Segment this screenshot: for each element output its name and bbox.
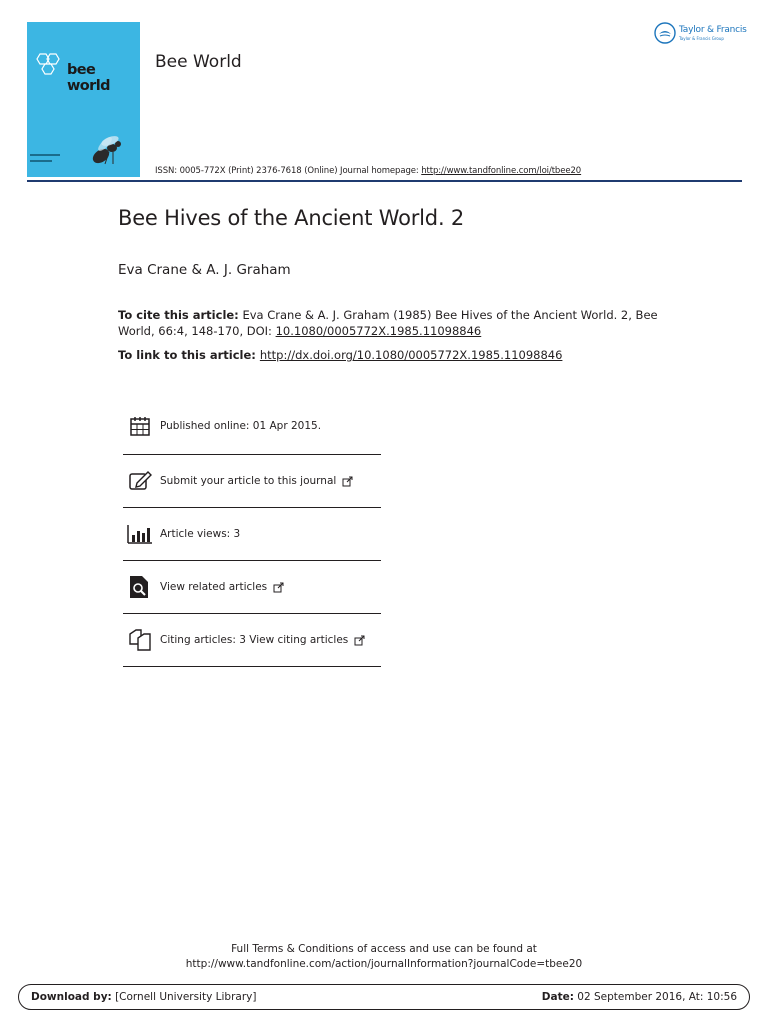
published-online-row <box>123 398 381 455</box>
journal-homepage-link[interactable]: http://www.tandfonline.com/loi/tbee20 <box>421 166 582 176</box>
download-date <box>542 991 737 1003</box>
submit-article-link[interactable] <box>160 475 353 487</box>
submit-article-row[interactable] <box>123 455 381 508</box>
bar-chart-icon <box>127 521 153 547</box>
edit-icon <box>127 468 153 494</box>
related-articles-row[interactable] <box>123 561 381 614</box>
publisher-logo[interactable] <box>654 22 747 44</box>
honeycomb-logo-icon <box>31 52 65 78</box>
citation-block <box>118 307 658 339</box>
cover-title: bee world <box>67 62 110 94</box>
submit-article-label: Submit your article to this journal <box>160 475 337 487</box>
date-value: 02 September 2016, At: 10:56 <box>573 991 737 1003</box>
article-info-list <box>123 398 381 667</box>
article-link-line <box>118 348 562 362</box>
citing-articles-link[interactable] <box>160 634 365 646</box>
terms-line: Full Terms & Conditions of access and use can be found at <box>231 943 537 955</box>
cite-label: To cite this article: <box>118 308 239 322</box>
issn-text: ISSN: 0005-772X (Print) 2376-7618 (Online) Journal homepage: <box>155 166 422 176</box>
journal-name: Bee World <box>155 52 242 72</box>
link-label: To link to this article: <box>118 348 260 362</box>
external-link-icon <box>354 635 365 646</box>
download-label: Download by: <box>31 991 112 1003</box>
cover-strip <box>30 160 52 162</box>
published-online-text: Published online: 01 Apr 2015. <box>160 420 322 432</box>
header-divider <box>27 180 742 182</box>
citing-articles-icon <box>127 627 153 653</box>
search-document-icon <box>127 574 153 600</box>
download-info-bar <box>18 984 750 1010</box>
terms-notice <box>0 942 768 972</box>
article-views-row <box>123 508 381 561</box>
citing-articles-label: Citing articles: 3 View citing articles <box>160 634 349 646</box>
related-articles-label: View related articles <box>160 581 268 593</box>
date-label: Date: <box>541 991 574 1003</box>
cite-text: Eva Crane & A. J. Graham (1985) Bee Hives of the Ancient World. 2, Bee World, 66:4, 148-170, DOI: <box>118 308 658 338</box>
article-views-text: Article views: 3 <box>160 528 241 540</box>
article-authors: Eva Crane & A. J. Graham <box>118 262 291 278</box>
publisher-name: Taylor & Francis <box>679 24 747 35</box>
article-url-link[interactable]: http://dx.doi.org/10.1080/0005772X.1985.11098846 <box>259 348 563 362</box>
external-link-icon <box>342 476 353 487</box>
article-title: Bee Hives of the Ancient World. 2 <box>118 206 465 230</box>
related-articles-link[interactable] <box>160 581 284 593</box>
issn-line <box>155 166 581 176</box>
cover-strip <box>30 154 60 156</box>
download-value: [Cornell University Library] <box>111 991 257 1003</box>
taylor-francis-icon <box>654 22 676 44</box>
bee-icon <box>87 134 127 170</box>
doi-link[interactable]: 10.1080/0005772X.1985.11098846 <box>275 324 482 338</box>
publisher-group: Taylor & Francis Group <box>679 35 724 41</box>
citing-articles-row[interactable] <box>123 614 381 667</box>
calendar-icon <box>127 413 153 439</box>
external-link-icon <box>273 582 284 593</box>
terms-url[interactable]: http://www.tandfonline.com/action/journalInformation?journalCode=tbee20 <box>185 958 583 970</box>
download-by <box>31 991 256 1003</box>
journal-cover-image <box>27 22 140 177</box>
